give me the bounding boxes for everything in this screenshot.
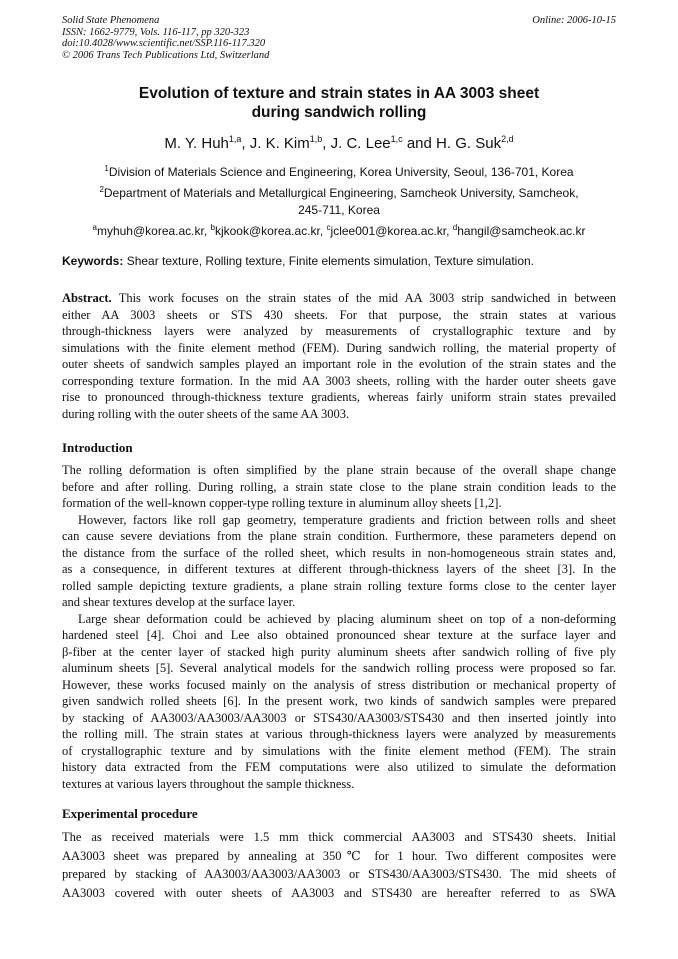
- intro-line: The rolling deformation is often simplified by the plane strain because of the overall shape change: [62, 463, 616, 477]
- abstract-line: during rolling with the outer sheets of the same AA 3003.: [62, 406, 350, 421]
- intro-line: history data extracted from the FEM computations were also utilized to simulate the deformation: [62, 760, 616, 774]
- intro-line: before and after rolling. During rolling, a strain state close to the plane strain condition leads to the: [62, 479, 616, 494]
- intro-line: of crystallographic texture and by simulations with the finite element method (FEM). The strain: [62, 743, 616, 758]
- keywords: [62, 254, 616, 268]
- author-affiliation-mark: 1,b: [309, 134, 323, 144]
- experimental-line: AA3003 sheet was prepared by annealing at 350℃ for 1 hour. Two different composites were: [62, 848, 616, 863]
- affiliation-1: [62, 160, 616, 181]
- title-line-2: during sandwich rolling: [251, 104, 427, 121]
- issn-line: ISSN: 1662-9779, Vols. 116-117, pp 320-323: [62, 26, 250, 38]
- abstract-line: corresponding texture formation. In the mid AA 3003 sheets, rolling with the harder outer sheets gave: [62, 373, 616, 388]
- intro-line: and shear textures develop at the surface layer.: [62, 595, 296, 609]
- intro-line: by stacking of AA3003/AA3003/AA3003 or STS430/AA3003/STS430 and then inserted jointly into: [62, 710, 616, 725]
- author-separator: ,: [322, 135, 331, 152]
- online-date: Online: 2006-10-15: [532, 15, 616, 26]
- affiliation-2: [62, 181, 616, 219]
- email-mark: c: [326, 223, 331, 232]
- email-list: [62, 219, 616, 240]
- author-affiliation-mark: 1,c: [390, 134, 403, 144]
- intro-line: β-fiber at the center layer of stacked high purity aluminum sheets after sandwich rolling of five ply: [62, 644, 616, 659]
- intro-line: Large shear deformation could be achieved by placing aluminum sheet on top of a non-deforming: [78, 611, 616, 626]
- intro-line: hardened steel [4]. Choi and Lee also obtained pronounced shear texture at the surface layer and: [62, 628, 616, 642]
- author-name: H. G. Suk: [436, 135, 502, 152]
- paper-title: [62, 84, 616, 122]
- experimental-line: The as received materials were 1.5 mm thick commercial AA3003 and STS430 sheets. Initial: [62, 830, 616, 844]
- abstract-label: Abstract.: [62, 291, 112, 305]
- affiliation-text: Division of Materials Science and Engineering, Korea University, Seoul, 136-701, Korea: [108, 165, 574, 179]
- affiliation-text: 245-711, Korea: [298, 203, 380, 217]
- abstract-line-text: This work focuses on the strain states of the mid AA 3003 strip sandwiched in between: [111, 291, 616, 305]
- experimental-body: [62, 828, 616, 902]
- title-line-1: Evolution of texture and strain states in AA 3003 sheet: [138, 85, 540, 102]
- email-address: jclee001@korea.ac.kr,: [330, 224, 453, 238]
- intro-line: the distance from the surface of the rolled sheet, which results in non-homogeneous strain states and,: [62, 545, 616, 560]
- journal-header: [62, 15, 422, 61]
- email-address: hangil@samcheok.ac.kr: [457, 224, 586, 238]
- author-name: J. C. Lee: [330, 135, 391, 152]
- email-address: kjkook@korea.ac.kr,: [214, 224, 327, 238]
- author-separator: ,: [241, 135, 250, 152]
- intro-line: However, factors like roll gap geometry, temperature gradients and friction between rolls and sheet: [78, 512, 616, 527]
- abstract: [62, 290, 616, 422]
- abstract-line: [62, 290, 616, 307]
- intro-line: aluminum sheets [5]. Several analytical models for the sandwich rolling process were proposed so far.: [62, 661, 616, 675]
- email-mark: a: [92, 223, 97, 232]
- experimental-line: AA3003 covered with outer sheets of AA3003 and STS430 are hereafter referred to as SWA: [62, 885, 616, 900]
- experimental-line: prepared by stacking of AA3003/AA3003/AA3003 or STS430/AA3003/STS430. The mid sheets of: [62, 867, 616, 881]
- introduction-body: [62, 462, 616, 792]
- intro-line: the rolling mill. The strain states at various through-thickness layers were analyzed by measurements: [62, 727, 616, 741]
- journal-name: Solid State Phenomena: [62, 15, 160, 26]
- intro-line: can cause severe deviations from the plane strain condition. Furthermore, these parameters depend on: [62, 529, 616, 543]
- author-affiliation-mark: 2,d: [501, 134, 514, 144]
- intro-line: textures at various layers throughout the sample thickness.: [62, 776, 355, 791]
- intro-line: formation of the well-known copper-type rolling texture in aluminum alloy sheets [1,2].: [62, 496, 502, 510]
- experimental-heading: Experimental procedure: [62, 806, 198, 821]
- author-affiliation-mark: 1,a: [228, 134, 242, 144]
- affiliation-mark: 2: [99, 185, 104, 194]
- email-address: myhuh@korea.ac.kr,: [96, 224, 211, 238]
- abstract-line: either AA 3003 sheets or STS 430 sheets. For that purpose, the strain states at various: [62, 307, 616, 322]
- author-separator: and: [402, 135, 437, 152]
- abstract-line: rise to pronounced through-thickness texture gradients, whereas fairly uniform strain states prevailed: [62, 390, 616, 404]
- abstract-line: outer sheets of sandwich samples played an important role in the evolution of the strain states and the: [62, 357, 616, 371]
- intro-line: given sandwich rolled sheets [6]. In the present work, two kinds of sandwich samples were prepared: [62, 694, 616, 708]
- affiliation-text: Department of Materials and Metallurgical Engineering, Samcheok University, Samcheok,: [103, 186, 579, 200]
- abstract-line: through-thickness layers were analyzed by measurements of crystallographic texture and by: [62, 324, 616, 338]
- intro-line: However, these works focused mainly on the analysis of stress distribution or mechanical property of: [62, 677, 616, 692]
- email-mark: b: [210, 223, 215, 232]
- keywords-label: Keywords:: [62, 254, 124, 268]
- introduction-heading: Introduction: [62, 440, 133, 455]
- intro-line: rolled sample depicting texture gradients, a plane strain rolling texture forms close to the center layer: [62, 578, 616, 593]
- abstract-line: simulations with the finite element method (FEM). During sandwich rolling, the material property of: [62, 340, 616, 355]
- intro-line: as a consequence, in different textures at different through-thickness layers of the sheet [3]. In the: [62, 562, 616, 576]
- affiliation-mark: 1: [104, 164, 109, 173]
- author-list: [62, 134, 616, 152]
- author-name: M. Y. Huh: [164, 135, 229, 152]
- keywords-text: Shear texture, Rolling texture, Finite elements simulation, Texture simulation.: [123, 254, 534, 268]
- email-mark: d: [452, 223, 458, 232]
- author-name: J. K. Kim: [249, 135, 310, 152]
- copyright-line: © 2006 Trans Tech Publications Ltd, Switzerland: [62, 49, 270, 61]
- doi-line: doi:10.4028/www.scientific.net/SSP.116-117.320: [62, 38, 266, 49]
